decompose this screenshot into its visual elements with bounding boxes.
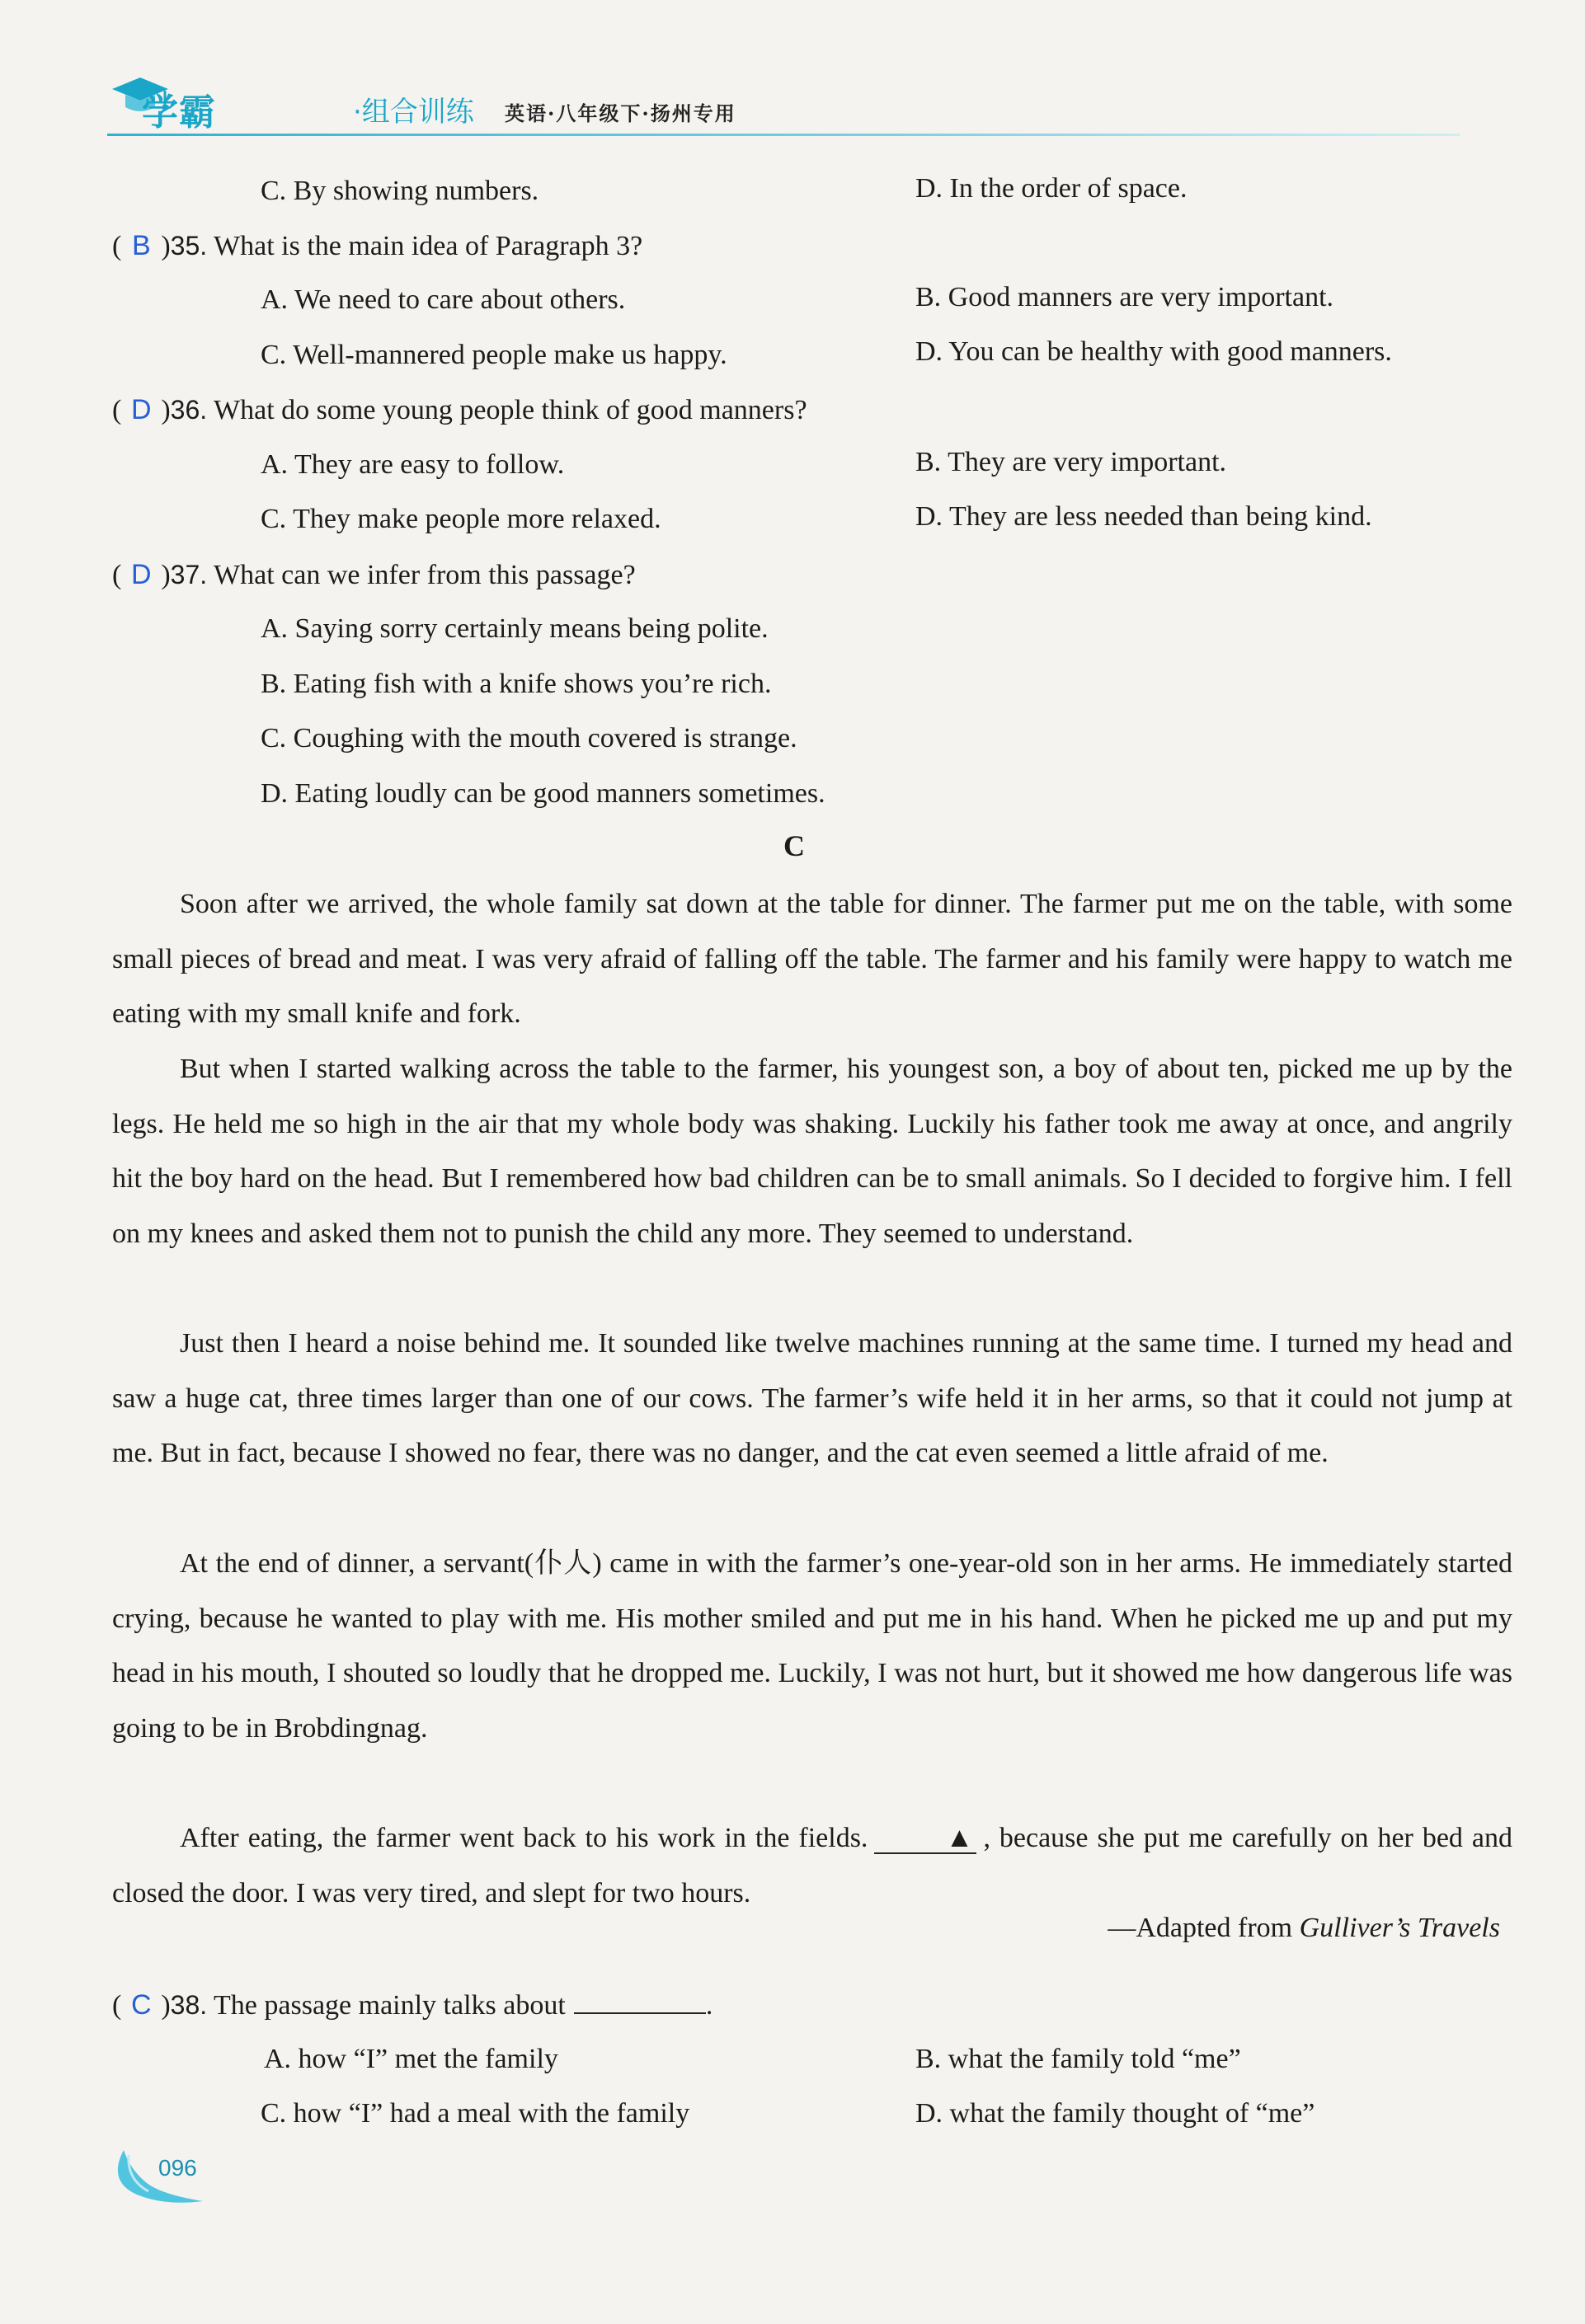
question-number: 38. <box>170 1990 208 2020</box>
question-end: . <box>705 1990 713 2021</box>
question-number: 37. <box>170 560 208 589</box>
paragraph-text-before: After eating, the farmer went back to his work in the fields. <box>180 1823 868 1853</box>
page-number-text: 096 <box>158 2155 197 2181</box>
question-35: ( B )35. What is the main idea of Paragraph 3? <box>112 230 643 261</box>
section-title: C <box>783 829 805 862</box>
answer-37: D <box>131 559 152 590</box>
q36-option-a: A. They are easy to follow. <box>261 449 565 480</box>
q38-option-d: D. what the family thought of “me” <box>915 2098 1315 2129</box>
q37-option-a: A. Saying sorry certainly means being polite. <box>261 613 769 644</box>
question-38: ( C )38. The passage mainly talks about . <box>112 1989 713 2021</box>
series-title: ·组合训练 <box>353 96 474 129</box>
page-header <box>107 64 1460 139</box>
q38-option-a: A. how “I” met the family <box>264 2044 558 2074</box>
q35-option-d: D. You can be healthy with good manners. <box>915 336 1392 367</box>
page-number <box>112 2143 211 2209</box>
q38-option-b: B. what the family told “me” <box>915 2044 1241 2074</box>
answer-35: B <box>131 230 151 261</box>
q34-option-c: C. By showing numbers. <box>261 176 539 206</box>
q37-option-c: C. Coughing with the mouth covered is strange. <box>261 723 797 754</box>
question-number: 35. <box>170 231 208 261</box>
source-title: Gulliver’s Travels <box>1299 1913 1500 1943</box>
passage-paragraph-5 <box>112 1811 1512 1921</box>
answer-blank <box>574 1988 706 2014</box>
passage-paragraph-3: Just then I heard a noise behind me. It sounded like twelve machines running at the same time. I turned my head and saw a huge cat, three times larger than one of our cows. The farmer’s wife held it in her arms, so that it could not jump at me. But in fact, because I showed no fear, there was no danger, and the cat even seemed a little afraid of me. <box>112 1328 1512 1468</box>
passage-paragraph-2: But when I started walking across the table to the farmer, his youngest son, a boy of about ten, picked me up by the legs. He held me so high in the air that my whole body was shaking. Luckily his father took me away at once, and angrily hit the boy hard on the head. But I remembered how bad children can be to small animals. So I decided to forgive him. I fell on my knees and asked them not to punish the child any more. They seemed to understand. <box>112 1054 1512 1249</box>
book-subtitle: 英语·八年级下·扬州专用 <box>505 101 736 125</box>
source-prefix: —Adapted from <box>1108 1913 1300 1943</box>
q36-option-c: C. They make people more relaxed. <box>261 504 661 534</box>
question-text: The passage mainly talks about <box>214 1990 566 2021</box>
q34-option-d: D. In the order of space. <box>915 173 1188 204</box>
q36-option-d: D. They are less needed than being kind. <box>915 501 1372 532</box>
answer-38: C <box>131 1989 152 2021</box>
q37-option-d: D. Eating loudly can be good manners sometimes. <box>261 778 825 809</box>
blank-marker: ▲ <box>874 1824 976 1854</box>
question-36: ( D )36. What do some young people think of good manners? <box>112 394 807 425</box>
question-number: 36. <box>170 395 208 425</box>
q35-option-b: B. Good manners are very important. <box>915 282 1334 312</box>
q35-option-c: C. Well-mannered people make us happy. <box>261 340 727 370</box>
question-text: What is the main idea of Paragraph 3? <box>214 231 643 261</box>
q38-option-c: C. how “I” had a meal with the family <box>261 2098 690 2129</box>
question-37: ( D )37. What can we infer from this passage? <box>112 559 636 590</box>
q37-option-b: B. Eating fish with a knife shows you’re rich. <box>261 669 772 699</box>
q36-option-b: B. They are very important. <box>915 447 1227 477</box>
passage-paragraph-4: At the end of dinner, a servant(仆人) came in with the farmer’s one-year-old son in her arms. He immediately started crying, because he wanted to play with me. His mother smiled and put me in his hand. When he picked me up and put my head in his mouth, I shouted so loudly that he dropped me. Luckily, I was not hurt, but it showed me how dangerous life was going to be in Brobdingnag. <box>112 1548 1512 1744</box>
paragraph-text-after: , because she put me carefully on her bed and closed the door. I was very tired, and slept for two hours. <box>112 1823 1512 1908</box>
q35-option-a: A. We need to care about others. <box>261 284 626 315</box>
header-divider <box>107 134 1460 136</box>
answer-36: D <box>131 394 152 425</box>
question-text: What can we infer from this passage? <box>214 560 636 590</box>
passage-paragraph-1: Soon after we arrived, the whole family sat down at the table for dinner. The farmer put me on the table, with some small pieces of bread and meat. I was very afraid of falling off the table. The farmer and his family were happy to watch me eating with my small knife and fork. <box>112 889 1512 1029</box>
question-text: What do some young people think of good manners? <box>214 395 807 425</box>
passage-source <box>1108 1913 1500 1944</box>
brand-title: 学霸 <box>142 92 216 134</box>
